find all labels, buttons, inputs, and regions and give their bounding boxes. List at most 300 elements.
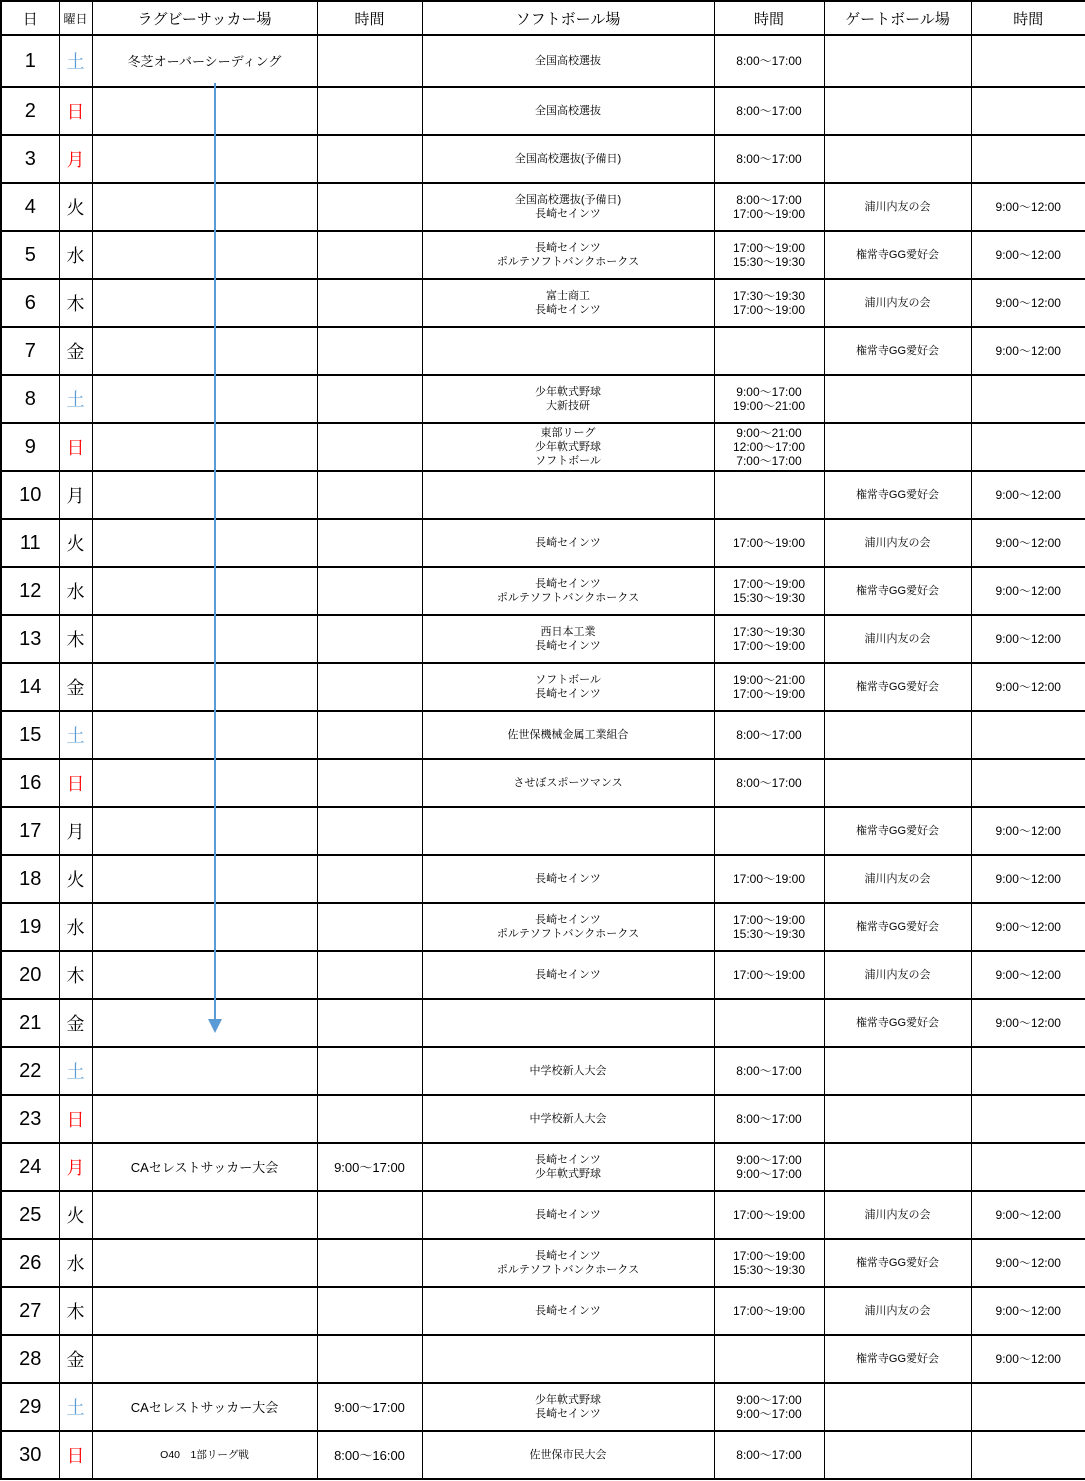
event-name: 全国高校選抜(予備日) — [514, 194, 622, 206]
cell-rugby-time — [317, 87, 422, 135]
cell-day: 20 — [1, 951, 59, 999]
cell-gateball-time — [971, 1287, 1085, 1335]
cell-gateball-event — [824, 903, 971, 951]
col-header-time-gateball: 時間 — [971, 1, 1085, 35]
cell-gateball-time — [971, 375, 1085, 423]
cell-gateball-event — [824, 279, 971, 327]
cell-gateball-time — [971, 663, 1085, 711]
event-time: 8:00～17:00 — [736, 1448, 802, 1462]
event-name: 中学校新人大会 — [529, 1065, 607, 1077]
cell-rugby-event — [92, 231, 317, 279]
cell-weekday: 月 — [59, 1143, 92, 1191]
cell-rugby-time — [317, 1431, 422, 1479]
cell-softball-event — [422, 1335, 714, 1383]
event-time: 17:00～19:00 — [732, 1208, 806, 1222]
event-time: 9:00～12:00 — [995, 1352, 1061, 1366]
cell-gateball-time — [971, 1143, 1085, 1191]
event-name: O40 1部リーグ戦 — [160, 1449, 249, 1461]
cell-rugby-event — [92, 471, 317, 519]
cell-softball-time — [714, 1239, 824, 1287]
cell-softball-event — [422, 1143, 714, 1191]
event-time: 9:00～12:00 — [995, 1304, 1061, 1318]
cell-gateball-time — [971, 903, 1085, 951]
cell-weekday: 火 — [59, 1191, 92, 1239]
col-header-day: 日 — [1, 1, 59, 35]
table-row — [1, 519, 1085, 567]
cell-gateball-event — [824, 231, 971, 279]
cell-rugby-time — [317, 183, 422, 231]
event-time: 17:00～19:00 — [732, 207, 806, 221]
event-name: 浦川内友の会 — [864, 200, 931, 213]
event-time: 9:00～12:00 — [995, 344, 1061, 358]
table-row — [1, 711, 1085, 759]
event-name: 長崎セインツ — [535, 1408, 601, 1420]
cell-day: 17 — [1, 807, 59, 855]
event-time: 15:30～19:30 — [732, 927, 806, 941]
cell-softball-time — [714, 375, 824, 423]
event-time: 9:00～12:00 — [995, 488, 1061, 502]
event-name: 浦川内友の会 — [864, 1208, 931, 1221]
event-name: 浦川内友の会 — [864, 536, 931, 549]
event-name: 権常寺GG愛好会 — [855, 248, 940, 261]
event-time: 17:00～19:00 — [732, 687, 806, 701]
cell-rugby-time — [317, 519, 422, 567]
cell-rugby-event — [92, 1287, 317, 1335]
table-row — [1, 35, 1085, 87]
cell-softball-event — [422, 711, 714, 759]
cell-gateball-time — [971, 1383, 1085, 1431]
event-time: 9:00～12:00 — [995, 536, 1061, 550]
cell-weekday: 土 — [59, 375, 92, 423]
cell-softball-time — [714, 1047, 824, 1095]
cell-gateball-time — [971, 1095, 1085, 1143]
cell-weekday: 月 — [59, 807, 92, 855]
cell-rugby-time — [317, 423, 422, 471]
cell-softball-time — [714, 1191, 824, 1239]
event-time: 12:00～17:00 — [732, 440, 806, 454]
table-row — [1, 471, 1085, 519]
event-name: 権常寺GG愛好会 — [855, 1016, 940, 1029]
cell-weekday: 木 — [59, 279, 92, 327]
cell-softball-event — [422, 35, 714, 87]
event-name: ポルテソフトバンクホークス — [496, 256, 640, 268]
event-time: 17:30～19:30 — [732, 625, 806, 639]
event-time: 15:30～19:30 — [732, 255, 806, 269]
cell-softball-time — [714, 1431, 824, 1479]
table-row — [1, 855, 1085, 903]
cell-gateball-time — [971, 327, 1085, 375]
cell-rugby-time — [317, 567, 422, 615]
cell-softball-time — [714, 951, 824, 999]
cell-day: 18 — [1, 855, 59, 903]
event-name: 権常寺GG愛好会 — [855, 1352, 940, 1365]
cell-rugby-event — [92, 1191, 317, 1239]
event-name: 権常寺GG愛好会 — [855, 1256, 940, 1269]
cell-rugby-event — [92, 327, 317, 375]
event-time: 17:30～19:30 — [732, 289, 806, 303]
cell-rugby-event — [92, 183, 317, 231]
event-name: 浦川内友の会 — [864, 632, 931, 645]
cell-rugby-time — [317, 135, 422, 183]
cell-gateball-time — [971, 1239, 1085, 1287]
cell-gateball-event — [824, 1431, 971, 1479]
event-name: 少年軟式野球 — [535, 386, 601, 398]
cell-softball-event — [422, 999, 714, 1047]
cell-rugby-time — [317, 951, 422, 999]
table-row — [1, 279, 1085, 327]
event-time: 9:00～12:00 — [995, 248, 1061, 262]
cell-gateball-time — [971, 231, 1085, 279]
event-time: 9:00～12:00 — [995, 200, 1061, 214]
event-name: 長崎セインツ — [535, 1305, 601, 1317]
cell-softball-time — [714, 1287, 824, 1335]
cell-day: 25 — [1, 1191, 59, 1239]
event-time: 9:00～12:00 — [995, 920, 1061, 934]
cell-rugby-event — [92, 519, 317, 567]
cell-day: 6 — [1, 279, 59, 327]
table-row — [1, 1335, 1085, 1383]
event-name: 全国高校選抜(予備日) — [514, 153, 622, 165]
event-name: 権常寺GG愛好会 — [855, 584, 940, 597]
cell-gateball-event — [824, 1047, 971, 1095]
event-name: 中学校新人大会 — [529, 1113, 607, 1125]
event-name: 長崎セインツ — [535, 914, 601, 926]
cell-rugby-event — [92, 759, 317, 807]
cell-gateball-event — [824, 855, 971, 903]
cell-day: 5 — [1, 231, 59, 279]
event-time: 7:00～17:00 — [736, 454, 802, 468]
table-row — [1, 807, 1085, 855]
cell-rugby-event — [92, 1239, 317, 1287]
event-name: 長崎セインツ — [535, 242, 601, 254]
cell-weekday: 金 — [59, 1335, 92, 1383]
event-time: 9:00～17:00 — [736, 1153, 802, 1167]
cell-softball-time — [714, 471, 824, 519]
event-time: 9:00～12:00 — [995, 1016, 1061, 1030]
cell-softball-event — [422, 759, 714, 807]
table-row — [1, 615, 1085, 663]
cell-gateball-event — [824, 711, 971, 759]
cell-weekday: 木 — [59, 1287, 92, 1335]
cell-softball-event — [422, 183, 714, 231]
cell-gateball-time — [971, 615, 1085, 663]
event-name: 全国高校選抜 — [535, 105, 601, 117]
event-name: 佐世保機械金属工業組合 — [507, 729, 629, 741]
cell-softball-event — [422, 1431, 714, 1479]
event-name: ポルテソフトバンクホークス — [496, 1264, 640, 1276]
cell-softball-time — [714, 999, 824, 1047]
cell-gateball-event — [824, 951, 971, 999]
cell-rugby-event — [92, 1431, 317, 1479]
cell-rugby-time — [317, 35, 422, 87]
event-time: 15:30～19:30 — [732, 591, 806, 605]
cell-weekday: 金 — [59, 327, 92, 375]
cell-gateball-event — [824, 1095, 971, 1143]
cell-gateball-event — [824, 375, 971, 423]
cell-day: 16 — [1, 759, 59, 807]
cell-rugby-time — [317, 759, 422, 807]
event-time: 17:00～19:00 — [732, 639, 806, 653]
col-header-time-rugby: 時間 — [317, 1, 422, 35]
table-row — [1, 1431, 1085, 1479]
event-name: 少年軟式野球 — [535, 441, 601, 453]
cell-weekday: 金 — [59, 663, 92, 711]
cell-rugby-time — [317, 855, 422, 903]
cell-gateball-event — [824, 471, 971, 519]
event-name: 浦川内友の会 — [864, 872, 931, 885]
table-row — [1, 423, 1085, 471]
cell-rugby-event — [92, 567, 317, 615]
event-time: 17:00～19:00 — [732, 241, 806, 255]
event-time: 9:00～21:00 — [736, 426, 802, 440]
cell-softball-time — [714, 279, 824, 327]
cell-day: 7 — [1, 327, 59, 375]
table-row — [1, 231, 1085, 279]
cell-softball-event — [422, 1287, 714, 1335]
cell-gateball-event — [824, 1191, 971, 1239]
event-time: 17:00～19:00 — [732, 1304, 806, 1318]
event-name: ポルテソフトバンクホークス — [496, 592, 640, 604]
table-row — [1, 1191, 1085, 1239]
cell-rugby-time — [317, 999, 422, 1047]
cell-rugby-event — [92, 711, 317, 759]
event-time: 8:00～17:00 — [736, 193, 802, 207]
event-name: 浦川内友の会 — [864, 968, 931, 981]
cell-weekday: 土 — [59, 711, 92, 759]
cell-gateball-event — [824, 1383, 971, 1431]
event-name: 佐世保市民大会 — [529, 1449, 607, 1461]
event-time: 17:00～19:00 — [732, 913, 806, 927]
cell-softball-event — [422, 135, 714, 183]
event-time: 17:00～19:00 — [732, 536, 806, 550]
event-name: 浦川内友の会 — [864, 296, 931, 309]
cell-softball-time — [714, 807, 824, 855]
event-name: 大新技研 — [546, 400, 590, 412]
event-name: CAセレストサッカー大会 — [130, 1399, 279, 1415]
cell-gateball-time — [971, 807, 1085, 855]
event-time: 17:00～19:00 — [732, 577, 806, 591]
table-row — [1, 183, 1085, 231]
table-row — [1, 1143, 1085, 1191]
cell-weekday: 月 — [59, 135, 92, 183]
cell-rugby-event — [92, 1335, 317, 1383]
event-time: 9:00～12:00 — [995, 872, 1061, 886]
cell-rugby-event — [92, 1383, 317, 1431]
cell-gateball-event — [824, 999, 971, 1047]
cell-rugby-event — [92, 135, 317, 183]
cell-softball-event — [422, 1191, 714, 1239]
cell-gateball-event — [824, 87, 971, 135]
event-name: 権常寺GG愛好会 — [855, 488, 940, 501]
cell-softball-event — [422, 423, 714, 471]
cell-day: 8 — [1, 375, 59, 423]
event-name: 権常寺GG愛好会 — [855, 344, 940, 357]
event-name: 長崎セインツ — [535, 1209, 601, 1221]
cell-gateball-time — [971, 855, 1085, 903]
cell-softball-time — [714, 231, 824, 279]
cell-weekday: 木 — [59, 951, 92, 999]
cell-rugby-event — [92, 951, 317, 999]
table-row — [1, 567, 1085, 615]
cell-softball-event — [422, 855, 714, 903]
cell-gateball-time — [971, 279, 1085, 327]
cell-rugby-time — [317, 279, 422, 327]
cell-day: 24 — [1, 1143, 59, 1191]
event-time: 8:00～16:00 — [334, 1447, 405, 1463]
event-name: CAセレストサッカー大会 — [130, 1159, 279, 1175]
cell-rugby-event — [92, 855, 317, 903]
event-name: 長崎セインツ — [535, 688, 601, 700]
cell-softball-event — [422, 951, 714, 999]
event-name: 権常寺GG愛好会 — [855, 824, 940, 837]
event-time: 17:00～19:00 — [732, 968, 806, 982]
cell-rugby-event — [92, 807, 317, 855]
cell-softball-time — [714, 87, 824, 135]
cell-gateball-time — [971, 1047, 1085, 1095]
cell-rugby-time — [317, 711, 422, 759]
cell-softball-time — [714, 711, 824, 759]
table-row — [1, 663, 1085, 711]
event-time: 9:00～12:00 — [995, 824, 1061, 838]
event-name: 長崎セインツ — [535, 969, 601, 981]
cell-gateball-event — [824, 327, 971, 375]
cell-rugby-event — [92, 87, 317, 135]
cell-rugby-time — [317, 807, 422, 855]
cell-softball-event — [422, 327, 714, 375]
cell-day: 23 — [1, 1095, 59, 1143]
cell-weekday: 火 — [59, 519, 92, 567]
cell-gateball-time — [971, 1335, 1085, 1383]
table-row — [1, 951, 1085, 999]
cell-gateball-time — [971, 423, 1085, 471]
event-name: 長崎セインツ — [535, 578, 601, 590]
cell-gateball-event — [824, 1335, 971, 1383]
cell-softball-event — [422, 615, 714, 663]
cell-gateball-event — [824, 759, 971, 807]
cell-softball-event — [422, 231, 714, 279]
cell-day: 12 — [1, 567, 59, 615]
event-time: 19:00～21:00 — [732, 399, 806, 413]
event-name: ソフトボール — [535, 674, 601, 686]
table-row — [1, 1047, 1085, 1095]
cell-softball-time — [714, 1143, 824, 1191]
cell-day: 10 — [1, 471, 59, 519]
cell-gateball-event — [824, 423, 971, 471]
event-name: 長崎セインツ — [535, 1250, 601, 1262]
cell-gateball-time — [971, 1431, 1085, 1479]
cell-gateball-time — [971, 87, 1085, 135]
cell-weekday: 日 — [59, 1431, 92, 1479]
event-time: 9:00～17:00 — [736, 1393, 802, 1407]
cell-rugby-time — [317, 471, 422, 519]
cell-day: 11 — [1, 519, 59, 567]
cell-gateball-time — [971, 711, 1085, 759]
cell-softball-time — [714, 183, 824, 231]
cell-gateball-event — [824, 1143, 971, 1191]
cell-gateball-event — [824, 1239, 971, 1287]
cell-day: 13 — [1, 615, 59, 663]
cell-weekday: 水 — [59, 903, 92, 951]
table-row — [1, 1095, 1085, 1143]
cell-softball-time — [714, 903, 824, 951]
cell-rugby-event — [92, 663, 317, 711]
cell-softball-event — [422, 1239, 714, 1287]
event-time: 9:00～17:00 — [334, 1159, 405, 1175]
cell-rugby-time — [317, 1095, 422, 1143]
table-row — [1, 1383, 1085, 1431]
event-name: 浦川内友の会 — [864, 1304, 931, 1317]
event-name: 全国高校選抜 — [535, 55, 601, 67]
event-time: 8:00～17:00 — [736, 776, 802, 790]
cell-softball-event — [422, 903, 714, 951]
cell-day: 29 — [1, 1383, 59, 1431]
event-name: 長崎セインツ — [535, 537, 601, 549]
cell-day: 19 — [1, 903, 59, 951]
cell-weekday: 木 — [59, 615, 92, 663]
cell-weekday: 火 — [59, 183, 92, 231]
cell-rugby-time — [317, 1047, 422, 1095]
cell-rugby-event — [92, 999, 317, 1047]
cell-softball-time — [714, 423, 824, 471]
cell-gateball-event — [824, 1287, 971, 1335]
event-name: 長崎セインツ — [535, 208, 601, 220]
cell-rugby-time — [317, 1191, 422, 1239]
cell-gateball-time — [971, 567, 1085, 615]
cell-softball-time — [714, 855, 824, 903]
cell-softball-event — [422, 1095, 714, 1143]
table-row — [1, 999, 1085, 1047]
cell-weekday: 金 — [59, 999, 92, 1047]
cell-gateball-event — [824, 519, 971, 567]
cell-rugby-event — [92, 279, 317, 327]
cell-weekday: 水 — [59, 231, 92, 279]
cell-gateball-event — [824, 135, 971, 183]
cell-rugby-event — [92, 35, 317, 87]
cell-day: 28 — [1, 1335, 59, 1383]
cell-rugby-time — [317, 375, 422, 423]
cell-rugby-event — [92, 375, 317, 423]
table-row — [1, 1287, 1085, 1335]
cell-softball-time — [714, 759, 824, 807]
cell-softball-event — [422, 87, 714, 135]
cell-rugby-time — [317, 1335, 422, 1383]
event-time: 15:30～19:30 — [732, 1263, 806, 1277]
cell-weekday: 日 — [59, 759, 92, 807]
event-name: ポルテソフトバンクホークス — [496, 928, 640, 940]
col-header-weekday: 曜日 — [59, 1, 92, 35]
cell-gateball-event — [824, 183, 971, 231]
cell-rugby-event — [92, 1095, 317, 1143]
cell-day: 3 — [1, 135, 59, 183]
cell-softball-event — [422, 519, 714, 567]
cell-rugby-event — [92, 1047, 317, 1095]
cell-rugby-time — [317, 903, 422, 951]
cell-softball-event — [422, 1383, 714, 1431]
col-header-softball-field: ソフトボール場 — [422, 1, 714, 35]
cell-day: 30 — [1, 1431, 59, 1479]
event-time: 9:00～12:00 — [995, 968, 1061, 982]
cell-weekday: 日 — [59, 87, 92, 135]
event-time: 9:00～17:00 — [736, 1407, 802, 1421]
cell-softball-event — [422, 567, 714, 615]
cell-rugby-event — [92, 423, 317, 471]
event-time: 8:00～17:00 — [736, 104, 802, 118]
cell-softball-time — [714, 1095, 824, 1143]
event-name: 少年軟式野球 — [535, 1168, 601, 1180]
event-name: ソフトボール — [535, 455, 601, 467]
cell-weekday: 日 — [59, 423, 92, 471]
cell-softball-event — [422, 1047, 714, 1095]
